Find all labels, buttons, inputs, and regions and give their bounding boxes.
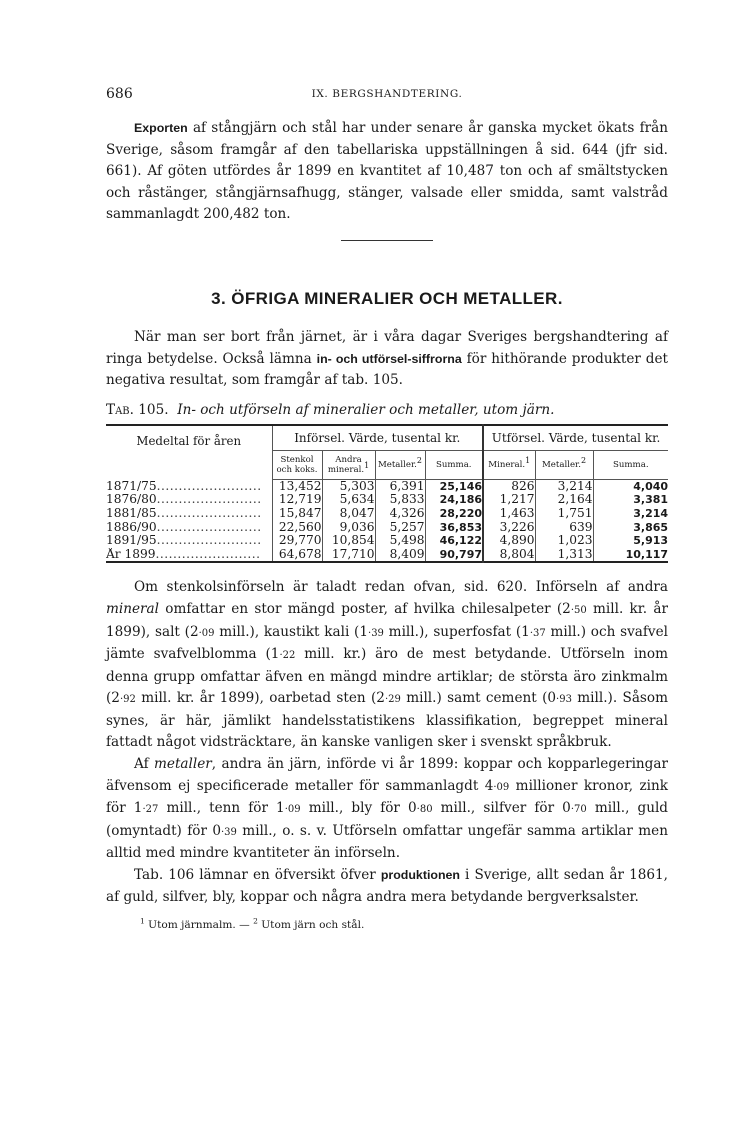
table-row: 1886/90........................ 22,560 9,036 5,257 36,853 3,226 639 3,865 — [106, 519, 669, 534]
table-row: 1881/85........................ 15,847 8,047 4,326 28,220 1,463 1,751 3,214 — [106, 505, 669, 520]
export-text: af stångjärn och stål har under senare år ganska mycket ökats från Sverige, såsom framgår af den tabellariska uppställningen å sid. 644 (jfr sid. 661). Af göten utfördes år 1899 en kvantitet af 10,487 ton och af smältstycken och råstänger, stångjärnsafhugg, stänger, valsade eller smidda, samt valstråd sammanlagdt 200,482 ton. — [106, 120, 668, 223]
running-title: IX. BERGSHANDTERING. — [311, 88, 463, 100]
import-col-summa: Summa. — [425, 450, 483, 479]
section-title: 3. ÖFRIGA MINERALIER OCH METALLER. — [211, 288, 563, 308]
paragraph-metaller: Af metaller, andra än järn, införde vi år 1899: koppar och kopparlegeringar äfvensom ej specificerade metaller för sammanlagdt 4·09 millioner kronor, zink för 1·27 mill., tenn för 1·09 mill., bly för 0·80 mill., silfver för 0·70 mill., guld (omyntadt) för 0·39 mill., o. s. v. Utförseln omfattar ungefär samma artiklar men alltid med mindre kvantiteter än införseln. — [106, 756, 669, 862]
intro-text-1: När man ser bort från järnet, är i våra dagar Sveriges bergshandtering af ringa betydelse. Också lämna — [106, 328, 668, 367]
table-row: 1876/80........................ 12,719 5,634 5,833 24,186 1,217 2,164 3,381 — [106, 492, 669, 507]
footnote-marker-2: 2 — [253, 916, 258, 926]
footnote-marker-1: 1 — [140, 916, 145, 926]
page-header — [106, 86, 668, 108]
period-header: Medeltal för åren — [136, 433, 242, 448]
table-row: År 1899........................ 64,678 17,710 8,409 90,797 8,804 1,313 10,117 — [106, 546, 669, 561]
export-header: Utförsel. Värde, tusental kr. — [483, 425, 668, 451]
footnote-1: Utom järnmalm. — — [144, 919, 254, 932]
trade-table — [106, 424, 668, 564]
intro-bold: in- och utförsel-siffrorna — [316, 351, 462, 366]
export-col-mineral: Mineral.$^1$ — [483, 450, 535, 479]
table-label: Tab. 105. — [106, 401, 169, 418]
intro-text-2: för hithörande produkter det negativa resultat, som framgår af tab. 105. — [106, 350, 669, 389]
import-header: Införsel. Värde, tusental kr. — [272, 425, 483, 451]
import-col-metaller: Metaller.$^2$ — [375, 450, 425, 479]
table-row: 1871/75........................ 13,452 5,303 6,391 25,146 826 3,214 4,040 — [106, 478, 669, 493]
import-col-andra: Andra mineral.$^1$ — [322, 450, 375, 479]
intro-paragraph — [106, 327, 668, 392]
import-col-stenkol: Stenkol och koks. — [272, 450, 322, 479]
footnotes — [106, 918, 668, 932]
page-number: 686 — [106, 86, 133, 102]
export-col-metaller: Metaller.$^2$ — [535, 450, 593, 479]
footnote-2: Utom järn och stål. — [257, 919, 365, 932]
table-title: In- och utförseln af mineralier och metaller, utom järn. — [177, 401, 555, 418]
export-lead-word: Exporten — [134, 121, 188, 135]
table-caption — [106, 402, 668, 418]
export-col-summa: Summa. — [593, 450, 668, 479]
table-row: 1891/95........................ 29,770 10,854 5,498 46,122 4,890 1,023 5,913 — [106, 533, 669, 548]
section-divider — [341, 240, 433, 241]
page — [106, 86, 668, 932]
export-paragraph — [106, 118, 668, 226]
paragraph-tab106: Tab. 106 lämnar en öfversikt öfver produktionen i Sverige, allt sedan år 1861, af guld, silfver, bly, koppar och några andra mera betydande bergverksalster. — [106, 867, 668, 905]
trade-table-body — [106, 479, 668, 562]
paragraph-stenkol: Om stenkolsinförseln är taladt redan ofvan, sid. 620. Införseln af andra mineral omfattar en stor mängd poster, af hvilka chilesalpeter (2·50 mill. kr. år 1899), salt (2·09 mill.), kaustikt kali (1·39 mill.), superfosfat (1·37 mill.) och svafvel jämte svafvelblomma (1·22 mill. kr.) äro de mest betydande. Utförseln inom denna grupp omfattar äfven en mängd mindre artiklar; de största äro zinkmalm (2·92 mill. kr. år 1899), oarbetad sten (2·29 mill.) samt cement (0·93 mill.). Såsom synes, är här, jämlikt handelsstatistikens klassifikation, begreppet mineral fattadt något vidsträcktare, än kanske vanligen sker i svenskt språkbruk. — [106, 579, 669, 751]
